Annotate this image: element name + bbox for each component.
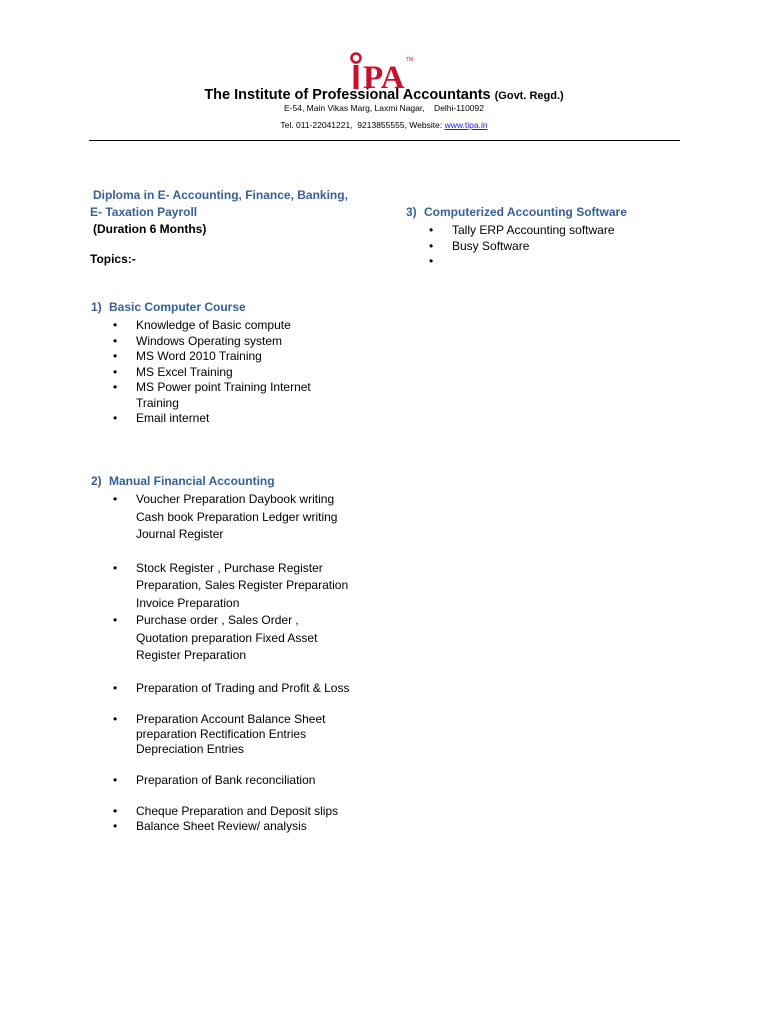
list-item: • Preparation Account Balance Sheet preparation Rectification Entries Depreciation Entries: [113, 712, 353, 757]
section-heading-computerized-software: [406, 205, 627, 219]
section-number: 3): [406, 205, 417, 219]
website-link[interactable]: www.tipa.in: [444, 120, 488, 130]
list-item: • Balance Sheet Review/ analysis: [113, 819, 353, 835]
section-title: Basic Computer Course: [109, 300, 246, 314]
list-item: • Busy Software: [429, 239, 679, 255]
list-item: • MS Power point Training Internet Training: [113, 380, 328, 411]
section-number: 1): [91, 300, 102, 314]
list-item: • MS Word 2010 Training: [113, 349, 328, 365]
logo-pa-letters: PA: [363, 60, 405, 90]
program-title: [90, 187, 380, 221]
institute-name: The Institute of Professional Accountants: [204, 87, 491, 103]
institute-address: E-54, Main Vikas Marg, Laxmi Nagar, Delhi-110092: [283, 103, 484, 113]
manual-accounting-list: [113, 491, 353, 835]
list-item: • Preparation of Bank reconciliation: [113, 773, 353, 788]
section-title: Computerized Accounting Software: [424, 205, 627, 219]
list-item: • Knowledge of Basic compute: [113, 318, 328, 334]
program-title-line1: Diploma in E- Accounting, Finance, Banking,: [93, 188, 348, 202]
list-item: • Tally ERP Accounting software: [429, 223, 679, 239]
header-divider: [89, 140, 680, 141]
list-item: • Cheque Preparation and Deposit slips: [113, 804, 353, 820]
logo-i-key-icon: [352, 54, 361, 90]
topics-label: Topics:-: [90, 252, 136, 266]
list-item-empty: [429, 254, 679, 270]
govt-regd-label: (Govt. Regd.): [494, 90, 564, 102]
list-item: • MS Excel Training: [113, 365, 328, 381]
institute-title: [0, 87, 768, 103]
logo-tm: TM: [406, 57, 414, 63]
list-item: • Voucher Preparation Daybook writing Cash book Preparation Ledger writing Journal Register: [113, 491, 353, 544]
program-duration: (Duration 6 Months): [93, 222, 207, 236]
contact-line: [0, 120, 768, 130]
list-item: • Windows Operating system: [113, 334, 328, 350]
basic-computer-list: [113, 318, 328, 427]
section-number: 2): [91, 474, 102, 488]
section-heading-manual-accounting: [91, 474, 275, 488]
ipa-logo: [344, 52, 414, 90]
section-heading-basic-computer: [91, 300, 246, 314]
list-item: • Email internet: [113, 411, 328, 427]
computerized-software-list: [429, 223, 679, 270]
list-item: • Purchase order , Sales Order , Quotation preparation Fixed Asset Register Preparation: [113, 612, 353, 665]
contact-phone: Tel. 011-22041221, 9213855555, Website:: [280, 120, 445, 130]
list-item: • Stock Register , Purchase Register Preparation, Sales Register Preparation Invoice Preparation: [113, 560, 353, 613]
list-item: • Preparation of Trading and Profit & Loss: [113, 681, 353, 696]
section-title: Manual Financial Accounting: [109, 474, 275, 488]
program-title-line2: E- Taxation Payroll: [90, 205, 198, 219]
